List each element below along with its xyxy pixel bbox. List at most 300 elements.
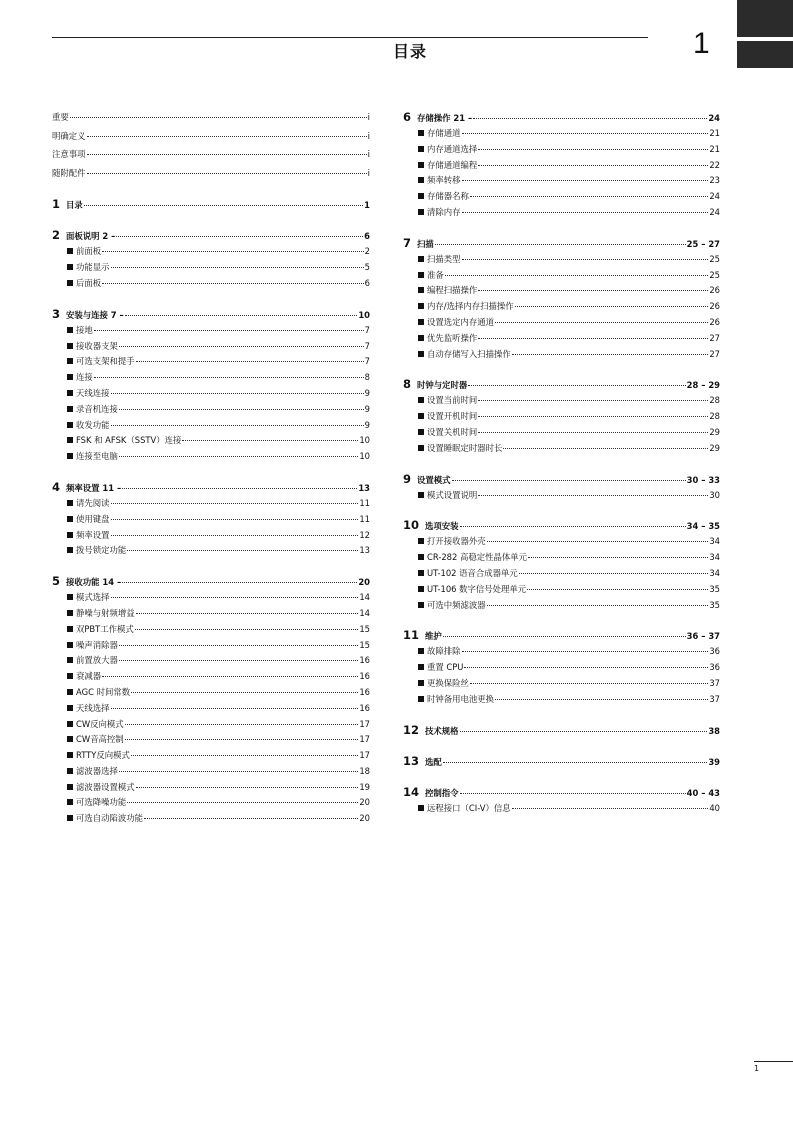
chapter-number-label: 1 [52, 197, 61, 212]
toc-entry-text: 设置模式 [417, 474, 451, 485]
chapter-number: 1 [693, 27, 710, 60]
toc-entry-text: 面板说明 2 – [66, 231, 116, 242]
toc-entry-text: 内存/选择内存扫描操作 [427, 301, 514, 312]
dot-leader [136, 361, 364, 362]
toc-entry-text: 模式选择 [76, 592, 110, 603]
toc-chapter-entry[interactable] [403, 234, 720, 252]
toc-entry-text: CW反向模式 [76, 718, 124, 729]
dot-leader [87, 173, 367, 174]
dot-leader [87, 136, 367, 137]
toc-entry-title [67, 260, 110, 275]
toc-front-entry[interactable] [52, 145, 370, 164]
toc-entry-text: 滤波器设置模式 [76, 781, 135, 792]
toc-section-entry[interactable] [52, 418, 370, 434]
toc-page-number: 40 [709, 802, 720, 813]
toc-page-number: 10 [358, 309, 370, 320]
toc-section-entry[interactable] [52, 764, 370, 780]
toc-front-entry[interactable] [52, 127, 370, 146]
dot-leader [119, 771, 358, 772]
toc-page-number: 10 [359, 451, 370, 462]
square-bullet-icon [67, 689, 73, 695]
toc-chapter-entry[interactable] [403, 752, 720, 770]
toc-section-entry[interactable] [403, 126, 720, 142]
chapter-number-label: 4 [52, 479, 61, 494]
toc-chapter-entry[interactable] [403, 375, 720, 393]
toc-entry-text: CR-282 高稳定性晶体单元 [427, 552, 527, 563]
square-bullet-icon [418, 397, 424, 403]
toc-section-entry[interactable] [403, 692, 720, 708]
toc-chapter-entry[interactable] [52, 478, 370, 496]
toc-entry-title [403, 752, 442, 771]
dot-leader [111, 503, 359, 504]
toc-entry-title [418, 425, 477, 440]
toc-entry-title [403, 626, 442, 645]
toc-section-entry[interactable] [52, 811, 370, 827]
toc-page-number: 28 [709, 411, 720, 422]
toc-section-entry[interactable] [52, 260, 370, 276]
toc-page-number: i [367, 112, 370, 122]
toc-entry-text: 存储操作 21 – [417, 113, 473, 123]
toc-page-number: 9 [364, 403, 370, 414]
square-bullet-icon [418, 193, 424, 199]
square-bullet-icon [67, 594, 73, 600]
toc-entry-title [403, 783, 459, 802]
toc-entry-title [67, 496, 110, 511]
toc-entry-text: 后面板 [76, 277, 102, 288]
toc-entry-title [52, 195, 83, 214]
square-bullet-icon [67, 721, 73, 727]
toc-entry-text: 存储通道编程 [427, 159, 478, 170]
toc-entry-text: 时钟与定时器 [417, 380, 468, 391]
toc-page-number: 28 – 29 [686, 380, 720, 391]
toc-entry-text: 技术规格 [425, 725, 459, 736]
toc-page-number: 17 [359, 750, 370, 761]
chapter-number-label: 7 [403, 235, 412, 250]
toc-section-entry[interactable] [403, 283, 720, 299]
toc-chapter-entry[interactable] [52, 195, 370, 213]
toc-page-number: 36 [709, 646, 720, 657]
toc-entry-title [67, 638, 118, 653]
toc-page-number: 38 [708, 725, 720, 736]
toc-entry-text: 自动存储写入扫描操作 [427, 348, 511, 359]
square-bullet-icon [418, 303, 424, 309]
toc-section-entry[interactable] [52, 748, 370, 764]
dot-leader [460, 793, 686, 794]
toc-entry-title [52, 572, 121, 591]
toc-section-entry[interactable] [403, 644, 720, 660]
footer-page-number: 1 [754, 1064, 760, 1073]
toc-entry-text: 可选中频滤波器 [427, 599, 486, 610]
toc-entry-text: 频率转移 [427, 175, 461, 186]
chapter-number-label: 3 [52, 306, 61, 321]
toc-entry-title [67, 354, 135, 369]
toc-entry-title [52, 305, 124, 324]
toc-section-entry[interactable] [403, 598, 720, 614]
dot-leader [473, 118, 707, 119]
toc-section-entry[interactable] [52, 339, 370, 355]
toc-right-column [403, 108, 720, 818]
toc-section-entry[interactable] [52, 732, 370, 748]
toc-page-number: 24 [709, 206, 720, 217]
toc-page-number: 34 [709, 536, 720, 547]
toc-section-entry[interactable] [403, 189, 720, 205]
toc-page-number: 15 [359, 639, 370, 650]
toc-entry-text: 优先监听操作 [427, 332, 478, 343]
dot-leader [122, 488, 357, 489]
dot-leader [111, 519, 359, 520]
toc-entry-title [67, 795, 126, 810]
toc-section-entry[interactable] [52, 244, 370, 260]
toc-section-entry[interactable] [403, 173, 720, 189]
toc-page-number: 14 [359, 607, 370, 618]
toc-section-entry[interactable] [52, 590, 370, 606]
toc-section-entry[interactable] [52, 795, 370, 811]
toc-page-number: 14 [359, 592, 370, 603]
dot-leader [136, 787, 359, 788]
dot-leader [460, 731, 708, 732]
toc-section-entry[interactable] [52, 543, 370, 559]
dot-leader [464, 667, 708, 668]
toc-entry-title [67, 276, 101, 291]
toc-entry-text: 故障排除 [427, 646, 461, 657]
dot-leader [111, 535, 359, 536]
toc-entry-title [418, 660, 463, 675]
toc-chapter-entry[interactable] [403, 626, 720, 644]
toc-section-entry[interactable] [52, 685, 370, 701]
dot-leader [70, 117, 367, 118]
dot-leader [528, 557, 708, 558]
toc-section-entry[interactable] [52, 653, 370, 669]
square-bullet-icon [67, 815, 73, 821]
toc-section-entry[interactable] [52, 780, 370, 796]
toc-section-entry[interactable] [52, 323, 370, 339]
dot-leader [84, 205, 363, 206]
toc-entry-text: 明确定义 [52, 130, 86, 141]
toc-entry-text: 频率设置 11 – [66, 482, 122, 493]
toc-page-number: 21 [709, 143, 720, 154]
toc-section-entry[interactable] [403, 660, 720, 676]
toc-entry-title [67, 811, 143, 826]
toc-section-entry[interactable] [52, 354, 370, 370]
toc-entry-title [67, 653, 118, 668]
dot-leader [487, 605, 709, 606]
toc-section-entry[interactable] [403, 299, 720, 315]
square-bullet-icon [67, 422, 73, 428]
toc-entry-title [67, 370, 93, 385]
dot-leader [102, 251, 364, 252]
toc-page-number: 15 [359, 623, 370, 634]
square-bullet-icon [67, 280, 73, 286]
toc-entry-title [418, 158, 477, 173]
dot-leader [119, 346, 364, 347]
toc-entry-text: 录音机连接 [76, 403, 118, 414]
toc-page-number: 25 [709, 269, 720, 280]
toc-entry-text: 目录 [66, 200, 83, 211]
toc-entry-title [403, 234, 434, 253]
toc-section-entry[interactable] [52, 449, 370, 465]
dot-leader [445, 275, 709, 276]
dot-leader [443, 636, 686, 637]
toc-page-number: 10 [359, 435, 370, 446]
toc-entry-title [418, 644, 461, 659]
square-bullet-icon [418, 648, 424, 654]
toc-entry-text: 收发功能 [76, 419, 110, 430]
toc-page-number: i [367, 130, 370, 141]
dot-leader [127, 550, 358, 551]
toc-entry-title [418, 676, 469, 691]
toc-page-number: 5 [364, 262, 370, 273]
square-bullet-icon [418, 162, 424, 168]
square-bullet-icon [418, 664, 424, 670]
toc-entry-text: 扫描 [417, 238, 434, 249]
toc-entry-title [52, 478, 121, 497]
toc-section-entry[interactable] [403, 550, 720, 566]
square-bullet-icon [67, 374, 73, 380]
square-bullet-icon [418, 256, 424, 262]
toc-chapter-entry[interactable] [52, 305, 370, 323]
toc-section-entry[interactable] [52, 433, 370, 449]
toc-entry-text: AGC 时间常数 [76, 686, 131, 697]
toc-page-number: 28 [709, 395, 720, 406]
toc-entry-title [418, 189, 469, 204]
toc-page-number: 7 [364, 340, 370, 351]
toc-page-number: 24 [709, 191, 720, 202]
dot-leader [135, 629, 359, 630]
square-bullet-icon [418, 538, 424, 544]
toc-entry-text: 可选支架和提手 [76, 356, 135, 367]
toc-entry-text: 可选自动陷波功能 [76, 813, 143, 824]
toc-section-entry[interactable] [52, 512, 370, 528]
toc-section-entry[interactable] [403, 347, 720, 363]
toc-entry-title [52, 226, 115, 245]
header-rule [52, 37, 648, 38]
toc-entry-title [52, 108, 69, 126]
toc-page-number: 29 [709, 442, 720, 453]
toc-section-entry[interactable] [52, 528, 370, 544]
square-bullet-icon [418, 209, 424, 215]
toc-section-entry[interactable] [403, 566, 720, 582]
dot-leader [87, 154, 367, 155]
chapter-number-label: 10 [403, 518, 420, 533]
toc-section-entry[interactable] [403, 441, 720, 457]
chapter-number-label: 2 [52, 228, 61, 243]
toc-page-number: 19 [359, 781, 370, 792]
dot-leader [111, 597, 359, 598]
dot-leader [94, 330, 364, 331]
toc-section-entry[interactable] [403, 676, 720, 692]
toc-page-number: 20 [359, 813, 370, 824]
square-bullet-icon [418, 570, 424, 576]
toc-page-number: 20 [358, 577, 370, 588]
chapter-number-label: 5 [52, 574, 61, 589]
toc-entry-title [67, 528, 110, 543]
toc-entry-text: 控制指令 [425, 787, 459, 798]
toc-entry-title [418, 205, 461, 220]
square-bullet-icon [418, 146, 424, 152]
toc-page-number: 23 [709, 175, 720, 186]
dot-leader [94, 377, 364, 378]
toc-section-entry[interactable] [52, 622, 370, 638]
toc-entry-title [418, 252, 461, 267]
square-bullet-icon [418, 351, 424, 357]
toc-entry-text: 设置开机时间 [427, 411, 478, 422]
toc-section-entry[interactable] [52, 638, 370, 654]
square-bullet-icon [67, 610, 73, 616]
toc-chapter-entry[interactable] [403, 783, 720, 801]
toc-entry-title [67, 590, 110, 605]
toc-entry-title [403, 516, 459, 535]
toc-section-entry[interactable] [403, 534, 720, 550]
page-title: 目录 [392, 42, 427, 61]
dot-leader [468, 385, 685, 386]
toc-chapter-entry[interactable] [403, 721, 720, 739]
dot-leader [478, 432, 708, 433]
square-bullet-icon [67, 736, 73, 742]
toc-entry-title [418, 488, 477, 503]
toc-page-number: 34 [709, 567, 720, 578]
toc-page-number: 26 [709, 301, 720, 312]
square-bullet-icon [67, 642, 73, 648]
square-bullet-icon [418, 696, 424, 702]
toc-entry-title [403, 375, 467, 394]
dot-leader [462, 212, 709, 213]
toc-section-entry[interactable] [403, 582, 720, 598]
toc-page-number: 24 [708, 113, 720, 123]
toc-chapter-entry[interactable] [403, 470, 720, 488]
dot-leader [478, 495, 708, 496]
toc-section-entry[interactable] [403, 801, 720, 817]
dot-leader [527, 589, 708, 590]
toc-section-entry[interactable] [52, 496, 370, 512]
toc-entry-text: 设置选定内存通道 [427, 316, 494, 327]
toc-page-number: 11 [359, 513, 370, 524]
toc-section-entry[interactable] [403, 315, 720, 331]
toc-section-entry[interactable] [403, 393, 720, 409]
toc-page-number: 26 [709, 285, 720, 296]
toc-entry-text: RTTY反向模式 [76, 750, 130, 761]
square-bullet-icon [418, 177, 424, 183]
toc-entry-text: 连接至电脑 [76, 451, 118, 462]
toc-section-entry[interactable] [52, 606, 370, 622]
toc-section-entry[interactable] [52, 669, 370, 685]
square-bullet-icon [67, 327, 73, 333]
toc-page-number: 35 [709, 583, 720, 594]
toc-entry-text: 前面板 [76, 246, 102, 257]
toc-page-number: 17 [359, 734, 370, 745]
toc-section-entry[interactable] [52, 386, 370, 402]
toc-entry-text: 编程扫描操作 [427, 285, 478, 296]
square-bullet-icon [67, 657, 73, 663]
square-bullet-icon [67, 390, 73, 396]
toc-section-entry[interactable] [403, 331, 720, 347]
toc-front-entry[interactable] [52, 108, 370, 127]
toc-page-number: 30 – 33 [686, 474, 720, 485]
dot-leader [111, 425, 364, 426]
dot-leader [487, 541, 709, 542]
dot-leader [119, 660, 358, 661]
toc-entry-text: 选项安装 [425, 521, 459, 532]
toc-page-number: 16 [359, 686, 370, 697]
square-bullet-icon [418, 586, 424, 592]
toc-entry-text: 内存通道选择 [427, 143, 478, 154]
toc-entry-title [418, 299, 514, 314]
toc-page-number: 36 [709, 662, 720, 673]
toc-entry-title [67, 433, 181, 448]
dot-leader [131, 755, 358, 756]
toc-page-number: 7 [364, 356, 370, 367]
toc-entry-title [67, 732, 124, 747]
toc-entry-title [67, 669, 101, 684]
toc-section-entry[interactable] [52, 701, 370, 717]
toc-chapter-entry[interactable] [403, 108, 720, 126]
square-bullet-icon [418, 554, 424, 560]
dot-leader [131, 692, 358, 693]
toc-chapter-entry[interactable] [52, 226, 370, 244]
square-bullet-icon [67, 516, 73, 522]
toc-page-number: 9 [364, 419, 370, 430]
chapter-number-label: 11 [403, 628, 420, 643]
toc-front-entry[interactable] [52, 164, 370, 183]
toc-section-entry[interactable] [52, 402, 370, 418]
toc-entry-text: 接地 [76, 324, 93, 335]
toc-chapter-entry[interactable] [403, 516, 720, 534]
toc-page-number: 25 [709, 253, 720, 264]
toc-section-entry[interactable] [52, 370, 370, 386]
toc-section-entry[interactable] [403, 425, 720, 441]
toc-chapter-entry[interactable] [52, 572, 370, 590]
toc-entry-text: 维护 [425, 631, 442, 642]
toc-section-entry[interactable] [403, 268, 720, 284]
dot-leader [462, 180, 709, 181]
toc-section-entry[interactable] [403, 158, 720, 174]
toc-section-entry[interactable] [52, 276, 370, 292]
footer-rule [754, 1061, 793, 1062]
toc-entry-title [52, 127, 86, 145]
toc-section-entry[interactable] [403, 488, 720, 504]
toc-page-number: 34 – 35 [686, 521, 720, 532]
toc-section-entry[interactable] [403, 142, 720, 158]
toc-entry-text: 扫描类型 [427, 253, 461, 264]
dot-leader [462, 133, 709, 134]
toc-entry-title [67, 685, 130, 700]
toc-entry-text: FSK 和 AFSK（SSTV）连接 [76, 435, 182, 446]
toc-entry-title [418, 801, 511, 816]
square-bullet-icon [67, 799, 73, 805]
dot-leader [462, 259, 709, 260]
toc-page-number: 35 [709, 599, 720, 610]
toc-section-entry[interactable] [52, 717, 370, 733]
square-bullet-icon [418, 445, 424, 451]
square-bullet-icon [67, 547, 73, 553]
toc-entry-title [418, 268, 444, 283]
square-bullet-icon [67, 248, 73, 254]
toc-section-entry[interactable] [403, 252, 720, 268]
square-bullet-icon [418, 272, 424, 278]
dot-leader [182, 440, 358, 441]
chapter-number-label: 6 [403, 110, 412, 124]
toc-section-entry[interactable] [403, 409, 720, 425]
toc-entry-text: UT-102 语音合成器单元 [427, 567, 518, 578]
toc-entry-title [67, 780, 135, 795]
square-bullet-icon [418, 287, 424, 293]
square-bullet-icon [418, 805, 424, 811]
toc-section-entry[interactable] [403, 205, 720, 221]
toc-page-number: 13 [358, 482, 370, 493]
toc-page-number: 16 [359, 702, 370, 713]
dot-leader [460, 526, 686, 527]
toc-entry-text: 设置当前时间 [427, 395, 478, 406]
toc-entry-title [52, 164, 86, 182]
